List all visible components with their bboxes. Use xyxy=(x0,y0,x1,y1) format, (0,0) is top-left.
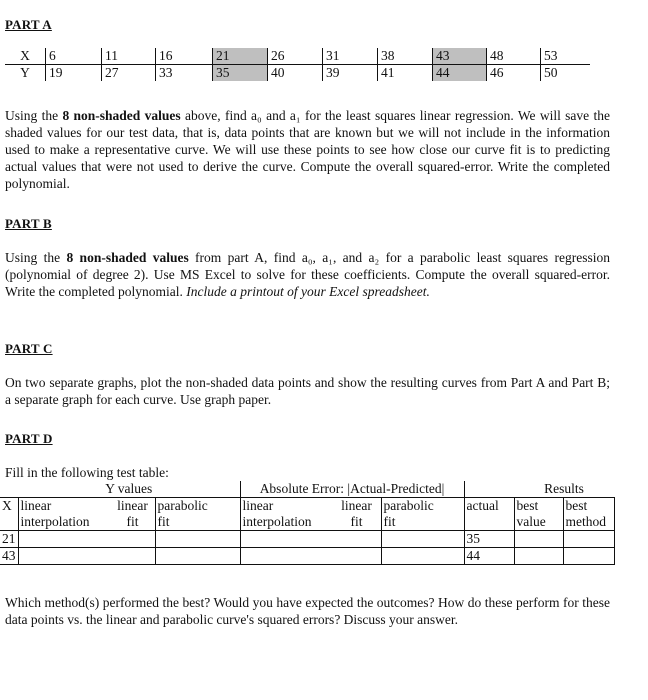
part-a-instructions xyxy=(5,107,610,192)
y-cell: 33 xyxy=(156,65,213,82)
part-a-heading: PART A xyxy=(5,17,52,32)
x-cell: 16 xyxy=(156,48,213,65)
col-err-linear-fit-header xyxy=(333,498,382,531)
results-group-header: Results xyxy=(544,481,584,496)
col-bv-line2: value xyxy=(516,514,546,529)
y-cell: 27 xyxy=(102,65,156,82)
abs-error-group-header: Absolute Error: |Actual-Predicted| xyxy=(240,481,464,498)
test-cell xyxy=(155,548,240,565)
test-cell xyxy=(333,548,382,565)
y-cell: 50 xyxy=(541,65,591,82)
x-cell-shaded: 43 xyxy=(433,48,487,65)
x-cell: 48 xyxy=(487,48,541,65)
col-lf-line2: fit xyxy=(126,514,139,529)
col-actual-header: actual xyxy=(464,498,514,531)
y-cell: 40 xyxy=(268,65,323,82)
col-x-header: X xyxy=(0,498,18,531)
col-best-value-header xyxy=(514,498,563,531)
test-cell xyxy=(240,531,333,548)
x-cell: 31 xyxy=(323,48,378,65)
part-d-heading: PART D xyxy=(5,431,53,446)
test-row-x: 21 xyxy=(0,531,18,548)
x-cell: 38 xyxy=(378,48,433,65)
test-cell xyxy=(111,531,156,548)
part-b-instructions xyxy=(5,249,610,300)
col-linear-interp-header xyxy=(18,498,111,531)
col-li-line2: interpolation xyxy=(20,514,90,529)
x-cell: 53 xyxy=(541,48,591,65)
col-err-pf-line2: fit xyxy=(383,514,396,529)
part-a-text-1: Using the xyxy=(5,108,63,123)
y-cell-shaded: 35 xyxy=(213,65,268,82)
x-cell: 11 xyxy=(102,48,156,65)
y-row xyxy=(5,65,590,82)
col-pf-line1: parabolic xyxy=(157,498,208,513)
col-err-parabolic-fit-header xyxy=(381,498,464,531)
test-row-x: 43 xyxy=(0,548,18,565)
col-best-method-header xyxy=(563,498,614,531)
test-cell xyxy=(155,531,240,548)
x-cell: 26 xyxy=(268,48,323,65)
x-row xyxy=(5,48,590,65)
y-cell: 41 xyxy=(378,65,433,82)
part-b-text-2: from part A, find a₀, a₁, and a₂ for a parabolic least squares regression (polynomial of degree 2). Use MS Excel to solve for these coefficients. Compute the overall squared-error. Write the completed polynomial. xyxy=(5,250,610,299)
part-b-italic: Include a printout of your Excel spreadsheet. xyxy=(186,284,430,299)
test-cell xyxy=(563,548,614,565)
part-b-bold: 8 non-shaded values xyxy=(66,250,189,265)
col-linear-fit-header xyxy=(111,498,156,531)
col-err-pf-line1: parabolic xyxy=(383,498,434,513)
test-cell xyxy=(18,548,111,565)
part-b-heading: PART B xyxy=(5,216,52,231)
test-row-actual: 44 xyxy=(464,548,514,565)
test-table-row xyxy=(0,548,614,565)
col-pf-line2: fit xyxy=(157,514,170,529)
part-a-text-2: above, find a₀ and a₁ for the least squares linear regression. We will save the shaded values for our test data, that is, data points that are known but we will not include in the information used to make a representative curve. We will use these points to see how close our curve fit is to predicting actual values that were not used to derive the curve. Compute the overall squared-error. Write the completed polynomial. xyxy=(5,108,610,191)
xy-data-table xyxy=(5,48,590,81)
col-bm-line1: best xyxy=(565,498,588,513)
test-cell xyxy=(381,531,464,548)
part-d-question: Which method(s) performed the best? Would you have expected the outcomes? How do these perform for these data points vs. the linear and parabolic curve's squared errors? Discuss your answer. xyxy=(5,595,610,627)
test-table xyxy=(0,481,615,565)
col-bm-line2: method xyxy=(565,514,606,529)
test-table-row xyxy=(0,531,614,548)
col-parabolic-fit-header xyxy=(155,498,240,531)
col-err-li-line1: linear xyxy=(242,498,274,513)
part-a-bold: 8 non-shaded values xyxy=(62,108,181,123)
part-c-instructions: On two separate graphs, plot the non-shaded data points and show the resulting curves from Part A and Part B; a separate graph for each curve. Use graph paper. xyxy=(5,375,610,407)
test-cell xyxy=(514,531,563,548)
col-err-lf-line2: fit xyxy=(350,514,363,529)
part-b-text-1: Using the xyxy=(5,250,67,265)
col-bv-line1: best xyxy=(516,498,539,513)
test-cell xyxy=(333,531,382,548)
part-d-intro: Fill in the following test table: xyxy=(5,465,169,480)
y-cell: 46 xyxy=(487,65,541,82)
y-cell: 39 xyxy=(323,65,378,82)
test-cell xyxy=(514,548,563,565)
col-err-li-line2: interpolation xyxy=(242,514,312,529)
y-label: Y xyxy=(20,65,30,80)
test-row-actual: 35 xyxy=(464,531,514,548)
y-cell-shaded: 44 xyxy=(433,65,487,82)
col-lf-line1: linear xyxy=(117,498,148,513)
test-table-group-row xyxy=(0,481,614,498)
x-cell-shaded: 21 xyxy=(213,48,268,65)
test-cell xyxy=(563,531,614,548)
test-cell xyxy=(18,531,111,548)
col-err-lf-line1: linear xyxy=(341,498,372,513)
y-cell: 19 xyxy=(46,65,102,82)
test-cell xyxy=(381,548,464,565)
col-li-line1: linear xyxy=(20,498,52,513)
test-table-header-row xyxy=(0,498,614,531)
x-label: X xyxy=(5,48,46,65)
x-cell: 6 xyxy=(46,48,102,65)
y-values-group-header: Y values xyxy=(105,481,153,496)
test-cell xyxy=(240,548,333,565)
part-c-heading: PART C xyxy=(5,341,53,356)
col-err-linear-interp-header xyxy=(240,498,333,531)
test-cell xyxy=(111,548,156,565)
